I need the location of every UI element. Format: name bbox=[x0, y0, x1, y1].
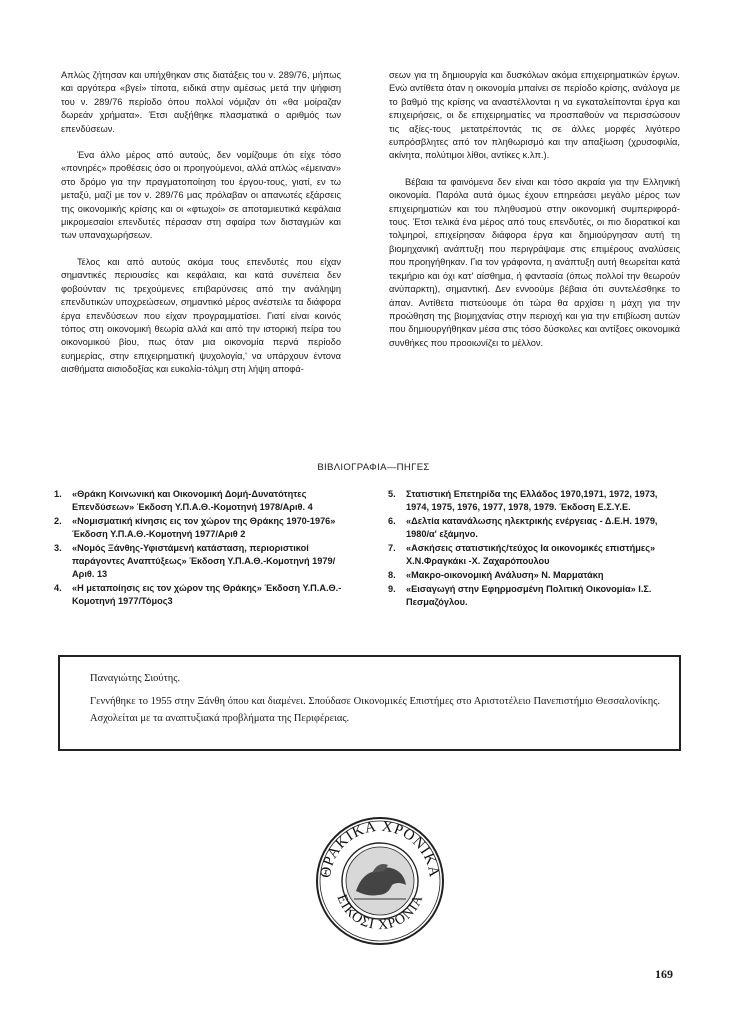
item-text: «Νομισματική κίνησις εις τον χώρον της Θράκης 1970-1976» Έκδοση Υ.Π.Α.Θ.-Κομοτηνή 1977/Αριθ 2 bbox=[72, 516, 336, 539]
bibliography-list-right bbox=[388, 488, 680, 610]
left-text-column bbox=[61, 69, 341, 377]
paragraph: Απλώς ζήτησαν και υπήχθηκαν στις διατάξεις του ν. 289/76, μήπως και αργότερα «βγεί» τίποτα, ειδικά στην αμέσως μετά την ψήφιση του ν. 289/76 περίοδο όπου πολλοί νόμιζαν ότι «θα μοίραζαν δωρεάν χρήματα». Έτσι αυξήθηκε πλασματικά ο αριθμός των επενδύσεων. bbox=[61, 70, 341, 134]
item-text: «Μακρο-οικονομική Ανάλυση» Ν. Μαρματάκη bbox=[406, 570, 604, 580]
paragraph: Ένα άλλο μέρος από αυτούς, δεν νομίζουμε ότι είχε τόσο «πονηρές» προθέσεις όσο οι προηγούμενοι, αλλά απλώς «έμειναν» στο δρόμο για την πραγματοποίηση του έργου-τους, γιατί, εν τω μεταξύ, μαζί με τον ν. 289/76 μας πρόλαβαν οι απανωτές εξάρσεις της οικονομικής κρίσης και οι «φτωχοί» σε αποταμιευτικά κεφάλαια μικρομεσαίοι επενδυτές πέρασαν στη σφαίρα των δισταγμών και των υπαναχωρήσεων. bbox=[61, 150, 341, 241]
paragraph: σεων για τη δημιουργία και δυσκόλων ακόμα επιχειρηματικών έργων. Ενώ αντίθετα όταν η οικονομία μπαίνει σε περίοδο κρίσης, ανάλογα με το βαθμό της κρίσης να αναστέλλονται η να εγκαταλείπονται έργα και επιχειρήσεις, οι δε επιχειρηματίες να προσπαθούν να περισσώσουν τις αξίες-τους μετατρέποντάς τις σε άλλες μορφές λιγότερο ευπρόσβλητες από τον πληθωρισμό και την απαξίωση (χρυσοφιλία, ακίνητα, πολύτιμοι λίθοι, αντίκες κ.λπ.). bbox=[389, 70, 680, 161]
item-text: «Η μεταποίησις εις τον χώρον της Θράκης» Έκδοση Υ.Π.Α.Θ.-Κομοτηνή 1977/Τόμος3 bbox=[72, 583, 342, 606]
item-number: 4. bbox=[54, 583, 62, 593]
seal-top-text: ΘΡΑΚΙΚΑ ΧΡΟΝΙΚΑ bbox=[317, 818, 443, 880]
item-text: «Δελτία κατανάλωσης ηλεκτρικής ενέργειας - Δ.Ε.Η. 1979, 1980/α' εξάμηνο. bbox=[406, 516, 658, 539]
item-number: 3. bbox=[54, 543, 62, 553]
bibliography-item bbox=[388, 569, 680, 582]
item-number: 2. bbox=[54, 516, 62, 526]
bibliography-item bbox=[388, 583, 680, 609]
bibliography-list-left bbox=[54, 488, 344, 609]
author-name: Παναγιώτης Σιούτης. bbox=[90, 673, 181, 684]
item-text: «Ασκήσεις στατιστικής/τεύχος Ια οικονομικές επιστήμες» Χ.Ν.Φραγκάκι -Χ. Ζαχαρόπουλου bbox=[406, 543, 656, 566]
bibliography-item bbox=[54, 582, 344, 608]
journal-seal-logo bbox=[314, 815, 446, 947]
author-bio-box bbox=[58, 655, 681, 751]
item-text: «Νομός Ξάνθης-Υφιστάμενή κατάσταση, περιοριστικοί παράγοντες Αναπτύξεως» Έκδοση Υ.Π.Α.Θ.-Κομοτηνή 1979/Αριθ. 13 bbox=[72, 543, 336, 579]
item-number: 5. bbox=[388, 489, 396, 499]
bibliography-item bbox=[54, 542, 344, 581]
item-number: 9. bbox=[388, 584, 396, 594]
bibliography-item bbox=[388, 542, 680, 568]
item-text: «Εισαγωγή στην Εφηρμοσμένη Πολιτική Οικονομία» Ι.Σ. Πεσμαζόγλου. bbox=[406, 584, 652, 607]
author-bio-text: Γεννήθηκε το 1955 στην Ξάνθη όπου και διαμένει. Σπούδασε Οικονομικές Επιστήμες στο Αριστοτέλειο Πανεπιστήμιο Θεσσαλονίκης. Ασχολείται με τα αναπτυξιακά προβλήματα της Περιφέρειας. bbox=[90, 696, 660, 724]
right-text-column bbox=[389, 69, 680, 350]
item-text: «Θράκη Κοινωνική και Οικονομική Δομή-Δυνατότητες Επενδύσεων» Έκδοση Υ.Π.Α.Θ.-Κομοτηνή 1978/Αριθ. 4 bbox=[72, 489, 313, 512]
bibliography-item bbox=[54, 488, 344, 514]
bibliography-item bbox=[388, 515, 680, 541]
page-number: 169 bbox=[655, 967, 673, 981]
paragraph: Βέβαια τα φαινόμενα δεν είναι και τόσο ακραία για την Ελληνική οικονομία. Παρόλα αυτά όμως έχουν επηρεάσει μεγάλο μέρος των επιχειρηματιών και του πληθυσμού στην οικονομική συμπεριφορά-τους. Έτσι τελικά ένα μέρος από τους επενδυτές, οι πιο διορατικοί και τολμηροί, επιχείρησαν διάφορα έργα και δημιούργησαν αυτή τη βιομηχανική ανάπτυξη που περιγράψαμε στις επιμέρους αναλύσεις που προηγήθηκαν. Για τον γράφοντα, η ανάπτυξη αυτή θεωρείται κατά τεκμήριο και όχι κατ' αίσθημα, ή φαντασία (όπως πολλοί την θεωρούν ανύπαρκτη), σημαντική. Δεν εννοούμε βέβαια ότι συντελέσθηκε το άπαν. Αντίθετα πιστεύουμε ότι τώρα θα αρχίσει η μάχη για την προώθηση της βιομηχανίας στην περιοχή και για την επιβίωση αυτών που δημιουργήθηκαν μέσα στις τόσο δύσκολες και αντίξοες οικονομικά συνθήκες που προοιωνίζει το μέλλον. bbox=[389, 176, 680, 348]
seal-bottom-text: ΕΙΚΟΣΙ ΧΡΟΝΙΑ bbox=[333, 892, 427, 934]
item-number: 1. bbox=[54, 489, 62, 499]
paragraph: Τέλος και από αυτούς ακόμα τους επενδυτές που είχαν σημαντικές περιουσίες και κεφάλαια, και κατά συνέπεια δεν φοβούνταν τις τρεχούμενες επιβαρύνσεις από την ανάληψη επενδυτικών υποχρεώσεων, σημαντικό μέρος ανέστειλε τα διάφορα έργα επενδύσεων που είχαν προγραμματίσει. Γιατί είναι κοινός τόπος στη οικονομική θεωρία αλλά και από την ιστορική πείρα του οικονομικού βίου, πως όταν μια οικονομία περνά περίοδο ευημερίας, στην επιχειρηματική ψυχολογία,' να υπάρχουν έντονα αισθήματα αισιοδοξίας και ευκολία-τόλμη στη λήψη αποφά- bbox=[61, 256, 341, 375]
item-text: Στατιστική Επετηρίδα της Ελλάδος 1970,1971, 1972, 1973, 1974, 1975, 1976, 1977, 1978, 1979. Έκδοση Ε.Σ.Υ.Ε. bbox=[406, 489, 658, 512]
item-number: 7. bbox=[388, 543, 396, 553]
item-number: 6. bbox=[388, 516, 396, 526]
item-number: 8. bbox=[388, 570, 396, 580]
bibliography-title: ΒΙΒΛΙΟΓΡΑΦΙΑ—ΠΗΓΕΣ bbox=[317, 462, 430, 473]
bibliography-item bbox=[388, 488, 680, 514]
bibliography-item bbox=[54, 515, 344, 541]
